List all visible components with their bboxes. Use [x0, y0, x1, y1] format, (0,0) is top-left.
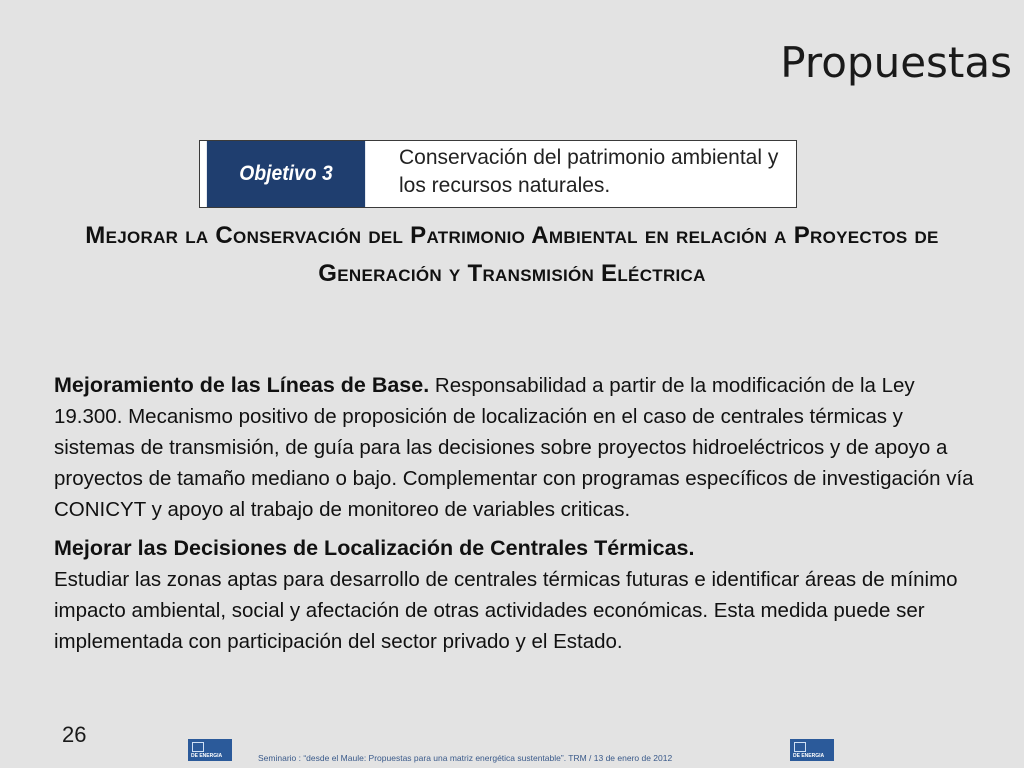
slide-title: Propuestas: [780, 38, 1012, 87]
paragraph-lead: Mejorar las Decisiones de Localización de Centrales Térmicas.: [54, 536, 695, 560]
footer-text: Seminario : “desde el Maule: Propuestas para una matriz energética sustentable”. TRM / 13 de enero de 2012: [258, 753, 673, 763]
objective-banner: [199, 140, 797, 208]
main-heading: Mejorar la Conservación del Patrimonio Ambiental en relación a Proyectos de Generación y Transmisión Eléctrica: [85, 222, 939, 287]
paragraph-body: Estudiar las zonas aptas para desarrollo de centrales térmicas futuras e identificar áreas de mínimo impacto ambiental, social y afectación de otras actividades económicas. Esta medida puede ser implementada con participación del sector privado y el Estado.: [54, 568, 958, 653]
objective-text: Conservación del patrimonio ambiental y los recursos naturales.: [399, 146, 779, 197]
ministry-logo-right: [790, 739, 834, 761]
logo-mark-icon: [794, 742, 806, 752]
logo-text: DE ENERGIA: [191, 753, 223, 759]
ministry-logo-left: [188, 739, 232, 761]
content-body: [54, 370, 984, 665]
paragraph-centrales-termicas: [54, 533, 984, 657]
objective-tag: Objetivo 3: [207, 141, 365, 207]
logo-text: DE ENERGIA: [793, 753, 825, 759]
paragraph-lead: Mejoramiento de las Líneas de Base.: [54, 373, 430, 397]
paragraph-lineas-de-base: [54, 370, 984, 525]
paragraph-body: Responsabilidad a partir de la modificación de la Ley 19.300. Mecanismo positivo de proposición de localización en el caso de centrales térmicas y sistemas de transmisión, de guía para las decisiones sobre proyectos hidroeléctricos y de apoyo a proyectos de tamaño mediano o bajo. Complementar con programas específicos de investigación vía CONICYT y apoyo al trabajo de monitoreo de variables criticas.: [54, 374, 974, 521]
page-number: 26: [62, 722, 87, 747]
logo-mark-icon: [192, 742, 204, 752]
